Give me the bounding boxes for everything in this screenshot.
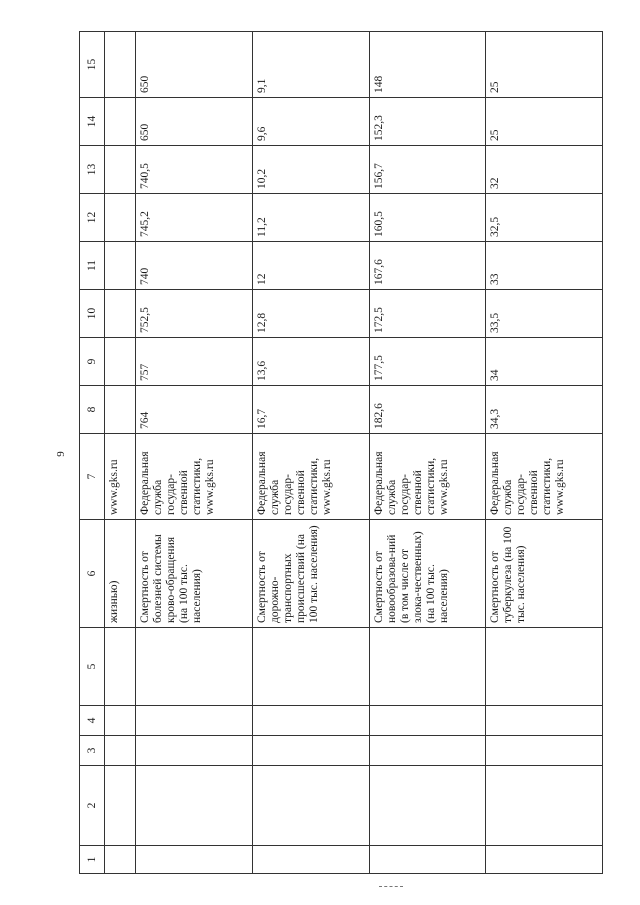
continuation-row [105,32,136,874]
table-cell [136,706,253,736]
column-header: 6 [80,520,105,628]
value-cell: 9,1 [252,32,369,98]
table-cell [369,766,486,846]
value-cell: 740,5 [136,146,253,194]
value-cell: 16,7 [252,386,369,434]
table-cell [136,628,253,706]
value-cell: 34 [486,338,603,386]
column-header: 5 [80,628,105,706]
table-cell [105,146,136,194]
table-cell [136,766,253,846]
indicator-cell: Смертность от дорожно-транспортных происшествий (на 100 тыс. населения) [252,520,369,628]
table-row [136,32,253,874]
table-cell [486,846,603,874]
table-wrapper [79,34,603,874]
value-cell: 177,5 [369,338,486,386]
value-cell: 33 [486,242,603,290]
value-cell: 156,7 [369,146,486,194]
value-cell: 9,6 [252,98,369,146]
table-cell [105,32,136,98]
table-cell [105,846,136,874]
value-cell: 13,6 [252,338,369,386]
page-number: 9 [54,451,67,457]
table-cell [252,736,369,766]
value-cell: 25 [486,32,603,98]
value-cell: 160,5 [369,194,486,242]
value-cell: 752,5 [136,290,253,338]
table-row [369,32,486,874]
table-cell [486,736,603,766]
value-cell: 764 [136,386,253,434]
rotated-table-sheet [79,34,603,874]
column-header: 3 [80,736,105,766]
source-cell: www.gks.ru [105,434,136,520]
column-header: 1 [80,846,105,874]
column-header: 13 [80,146,105,194]
value-cell: 152,3 [369,98,486,146]
value-cell: 12 [252,242,369,290]
table-cell [486,628,603,706]
table-cell [136,846,253,874]
table-cell [105,386,136,434]
value-cell: 757 [136,338,253,386]
scan-artifact-mark [379,886,403,888]
table-row [486,32,603,874]
column-header: 10 [80,290,105,338]
column-header: 15 [80,32,105,98]
value-cell: 10,2 [252,146,369,194]
table-cell [252,706,369,736]
indicator-cell: жизнью) [105,520,136,628]
table-cell [136,736,253,766]
table-cell [252,766,369,846]
table-cell [105,338,136,386]
table-cell [369,846,486,874]
table-cell [105,628,136,706]
column-header: 14 [80,98,105,146]
source-cell: Федеральная служба государ-ственной статистики, www.gks.ru [486,434,603,520]
value-cell: 182,6 [369,386,486,434]
value-cell: 650 [136,32,253,98]
indicator-cell: Смертность от туберкулеза (на 100 тыс. населения) [486,520,603,628]
table-cell [105,194,136,242]
source-cell: Федеральная служба государ-ственной статистики, www.gks.ru [252,434,369,520]
value-cell: 172,5 [369,290,486,338]
value-cell: 25 [486,98,603,146]
value-cell: 33,5 [486,290,603,338]
table-cell [105,706,136,736]
value-cell: 148 [369,32,486,98]
value-cell: 11,2 [252,194,369,242]
value-cell: 34,3 [486,386,603,434]
column-header: 4 [80,706,105,736]
table-cell [105,736,136,766]
source-cell: Федеральная служба государ-ственной статистики, www.gks.ru [369,434,486,520]
source-cell: Федеральная служба государ-ственной статистики, www.gks.ru [136,434,253,520]
indicator-cell: Смертность от новообразова-ний (в том числе от злока-чественных) (на 100 тыс. населения) [369,520,486,628]
table-cell [486,706,603,736]
column-header: 11 [80,242,105,290]
column-header: 12 [80,194,105,242]
indicator-cell: Смертность от болезней системы крово-обращения (на 100 тыс. населения) [136,520,253,628]
table-cell [105,242,136,290]
table-cell [105,290,136,338]
table-row [252,32,369,874]
value-cell: 740 [136,242,253,290]
column-header: 2 [80,766,105,846]
table-cell [252,846,369,874]
value-cell: 12,8 [252,290,369,338]
column-header: 7 [80,434,105,520]
table-cell [369,628,486,706]
column-header: 9 [80,338,105,386]
value-cell: 745,2 [136,194,253,242]
column-header: 8 [80,386,105,434]
value-cell: 32,5 [486,194,603,242]
table-cell [369,736,486,766]
value-cell: 650 [136,98,253,146]
table-cell [369,706,486,736]
table-cell [105,766,136,846]
indicators-table [79,31,603,874]
value-cell: 167,6 [369,242,486,290]
table-cell [252,628,369,706]
value-cell: 32 [486,146,603,194]
table-cell [486,766,603,846]
table-cell [105,98,136,146]
column-number-row [80,32,105,874]
